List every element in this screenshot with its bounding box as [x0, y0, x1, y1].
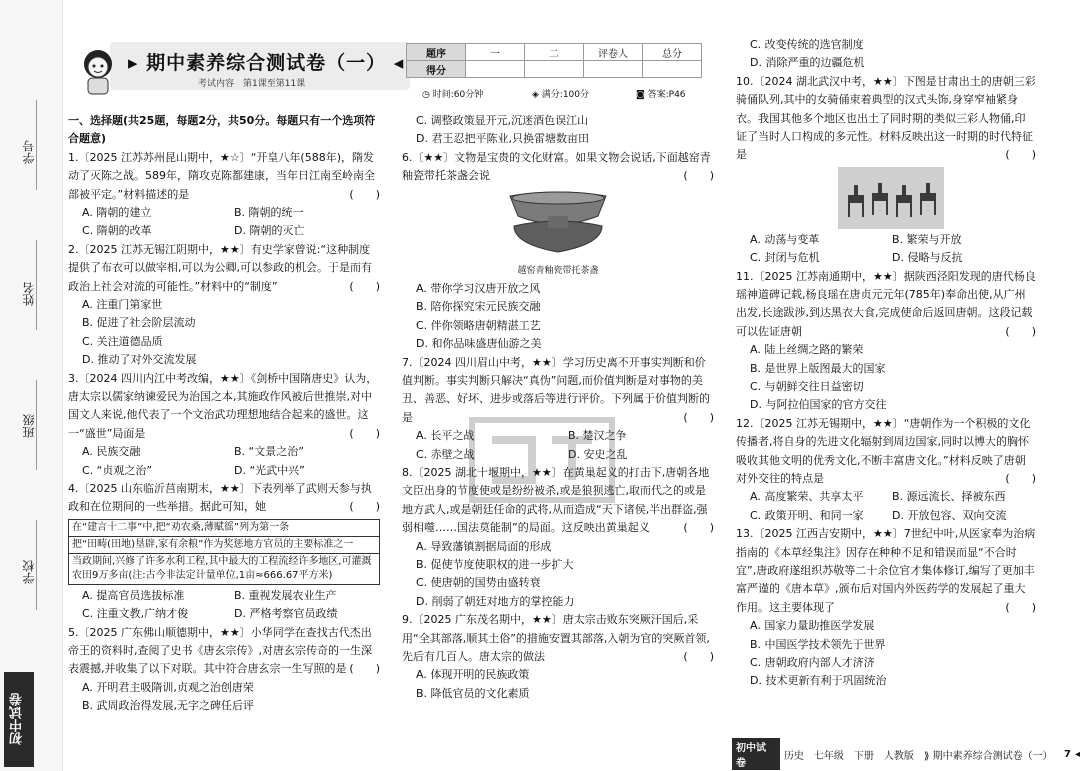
options-row — [68, 222, 380, 240]
tea-bowl-icon — [402, 186, 714, 262]
question-8: 8.〔2025 湖北十堰期中，★★〕在黄巢起义的打击下,唐朝各地文臣出身的节度使或是纷纷被杀,或是狼狈逃亡,取而代之的或是地方武人,或是朝廷任命的武将,从而造成“天下诸侯,半出群盗,强弱相噬……国法莫能制”的局面。这反映出黄巢起义 ( ) — [402, 465, 714, 535]
option-d[interactable]: D. 与阿拉伯国家的官方交往 — [750, 398, 887, 412]
page-footer — [732, 738, 1080, 770]
option-b[interactable]: B. 楚汉之争 — [568, 429, 627, 443]
footer-badge: 初中试卷 — [732, 738, 780, 770]
answer-icon: ◙ — [636, 90, 645, 100]
tea-bowl-image — [402, 186, 714, 262]
student-id-label: 学号 — [22, 140, 36, 164]
option-a[interactable]: A. 长平之战 — [416, 429, 475, 443]
option-b[interactable]: B. 是世界上版图最大的国家 — [750, 361, 886, 375]
question-10: 10.〔2024 湖北武汉中考，★★〕下图是甘肃出土的唐朝三彩骑俑队列,其中的女骑俑束着典型的汉式头饰,身穿窄袖紧身衣。我国其他多个地区也出土了同时期的类似三彩人物俑,印证了当时人口构成的多元性。材料反映出这一时期的时代特征是 ( ) — [736, 74, 1036, 162]
option-a[interactable]: A. 开明君主吸隋训,贞观之治创唐荣 — [82, 680, 254, 694]
option-c[interactable]: C. 使唐朝的国势由盛转衰 — [416, 576, 541, 590]
score-icon: ◈ — [532, 90, 539, 100]
arrow-left-icon: ◂ — [1074, 748, 1080, 760]
option-d[interactable]: D. “光武中兴” — [234, 463, 305, 477]
option-b[interactable]: B. “文景之治” — [234, 445, 304, 459]
question-12: 12.〔2025 江苏无锡期中，★★〕“唐朝作为一个积极的文化传播者,将自身的先进文化辐射到周边国家,同时以博大的胸怀吸收其他文明的优秀文化,不断丰富唐文化。”材料反映了唐朝对外交往的特点是 ( ) — [736, 416, 1036, 485]
options-row — [736, 249, 1036, 267]
option-a[interactable]: A. 带你学习汉唐开放之风 — [416, 282, 541, 295]
options-row — [68, 587, 380, 605]
option-a[interactable]: A. 高度繁荣、共享太平 — [750, 490, 864, 504]
full-score-info: ◈ 满分:100分 — [532, 90, 590, 100]
options-row — [68, 204, 380, 222]
name-label: 姓名 — [22, 282, 36, 306]
options-row — [68, 462, 380, 480]
option-b[interactable]: B. 繁荣与开放 — [892, 232, 962, 246]
exam-title: ▸ 期中素养综合测试卷（一） ◂ — [128, 52, 405, 74]
school-label: 学校 — [22, 560, 36, 584]
option-c[interactable]: C. 封闭与危机 — [750, 251, 820, 265]
score-header-cell: 总分 — [643, 44, 702, 61]
option-a[interactable]: A. 导致藩镇割据局面的形成 — [416, 539, 552, 553]
clock-icon: ◷ — [422, 90, 430, 100]
score-label-cell: 得分 — [407, 61, 466, 78]
horse-riders-icon — [736, 165, 1036, 231]
watermark-logo — [452, 415, 632, 505]
tri-color-figurines-image — [736, 165, 1036, 231]
question-6: 6.〔★★〕文物是宝贵的文化财富。如果文物会说话,下面越窑青釉瓷带托茶盏会说 ( ) — [402, 150, 714, 183]
question-7: 7.〔2024 四川眉山中考，★★〕学习历史离不开事实判断和价值判断。事实判断只解决“真伪”问题,而价值判断是对事物的美丑、善恶、好坏、进步或落后等进行评价。下列属于价值判断的是 ( ) — [402, 355, 714, 424]
question-1: 1.〔2025 江苏苏州昆山期中，★☆〕“开皇八年(588年)，隋发动了灭陈之战。589年，隋攻克陈都建康，当年日江南至岭南全部被平定。”材料描述的是 ( ) — [68, 150, 380, 201]
class-label: 班级 — [22, 414, 36, 438]
option-d[interactable]: D. 和你品味盛唐仙游之美 — [416, 337, 542, 351]
option-c[interactable]: C. 政策开明、和同一家 — [750, 508, 864, 522]
option-a[interactable]: A. 民族交融 — [82, 445, 141, 459]
question-3: 3.〔2024 四川内江中考改编，★★〕《剑桥中国隋唐史》认为，唐太宗以儒家纳谏爱民为治国之本,其施政作风被后世推崇,对中国文人来说,他代表了一个文治武功理想地结合起来的盛世。这一“盛世”局面是 ( ) — [68, 371, 380, 440]
option-a[interactable]: A. 隋朝的建立 — [82, 206, 152, 220]
option-b[interactable]: B. 降低官员的文化素质 — [416, 686, 530, 700]
time-info: ◷ 时间:60分钟 — [422, 90, 484, 100]
question-4: 4.〔2025 山东临沂莒南期末，★★〕下表列举了武则天参与执政和在位期间的一些举措。据此可知，她 ( ) — [68, 482, 380, 514]
option-c[interactable]: C. 注重文教,广纳才俊 — [82, 607, 189, 621]
options-row — [736, 488, 1036, 506]
option-c[interactable]: C. 唐朝政府内部人才济济 — [750, 656, 875, 669]
score-header-cell: 一 — [466, 44, 525, 61]
option-b[interactable]: B. 陪你探究宋元民族交融 — [416, 300, 541, 314]
option-a[interactable]: A. 陆上丝绸之路的繁荣 — [750, 343, 864, 357]
question-13: 13.〔2025 江西吉安期中，★★〕7世纪中叶,从医家奉为治病指南的《本草经集注》因存在种种不足和错误而显“不合时宜”,唐政府遂组织苏敬等二十余位官才集体修订,编写了更加丰富严谨的《唐本草》,颁布后对国内外医药学的发展起了重大作用。这主要体现了 ( ) — [736, 527, 1036, 614]
option-b[interactable]: B. 隋朝的统一 — [234, 206, 304, 220]
score-input-cell[interactable] — [525, 61, 584, 78]
question-9: 9.〔2025 广东茂名期中，★★〕唐太宗击败东突厥汗国后,采用“全其部落,顺其土俗”的措施安置其部落,入朝为官的突厥首领,先后有几百人。唐太宗的做法 ( ) — [402, 613, 714, 663]
column-right — [736, 36, 1036, 691]
option-d[interactable]: D. 削弱了朝廷对地方的掌控能力 — [416, 594, 575, 608]
score-input-cell[interactable] — [643, 61, 702, 78]
option-c[interactable]: C. 关注道德品质 — [82, 334, 163, 348]
option-a[interactable]: A. 国家力量助推医学发展 — [750, 619, 875, 633]
option-c[interactable]: C. 改变传统的选官制度 — [750, 38, 864, 51]
option-d[interactable]: D. 安史之乱 — [568, 447, 628, 461]
option-c[interactable]: C. 与朝鲜交往日益密切 — [750, 380, 864, 393]
score-header-cell: 二 — [525, 44, 584, 61]
score-header-cell: 题序 — [407, 44, 466, 61]
brand-logo: 初中试卷 — [4, 672, 34, 767]
question-5: 5.〔2025 广东佛山顺德期中，★★〕小华同学在查找古代杰出帝王的资料时,查阅了史书《唐玄宗传》,对唐玄宗传奇的一生深表震撼,并收集了以下对联。其中符合唐玄宗一生写照的是 ( ) — [68, 625, 380, 676]
option-b[interactable]: B. 源远流长、择被东西 — [892, 490, 1006, 504]
options-row — [736, 231, 1036, 249]
option-b[interactable]: B. 促使节度使职权的进一步扩大 — [416, 557, 574, 571]
question-11: 11.〔2025 江苏南通期中，★★〕据陕西泾阳发现的唐代杨良瑶神道碑记载,杨良瑶在唐贞元元年(785年)奉命出使,从广州出发,长途跋涉,到达黑衣大食,完成使命后返回唐朝。这段记载可以佐证唐朝 ( ) — [736, 269, 1036, 338]
question-2: 2.〔2025 江苏无锡江阴期中，★★〕有史学家曾说:“这种制度提供了布衣可以做宰相,可以为公卿,可以参政的机会。于是而有政治上社会对流的可能性。”材料中的“制度” ( ) — [68, 242, 380, 293]
option-c[interactable]: C. “贞观之治” — [82, 463, 153, 477]
image-caption: 越窑青釉瓷带托茶盏 — [517, 265, 599, 276]
option-a[interactable]: A. 动荡与变革 — [750, 232, 820, 246]
exam-header — [70, 40, 710, 100]
table-row: 在“建言十二事”中,把“劝农桑,薄赋徭”列为第一条 — [69, 519, 380, 536]
column-left — [68, 112, 380, 716]
score-header-cell: 评卷人 — [584, 44, 643, 61]
option-d[interactable]: D. 消除严重的边疆危机 — [750, 56, 865, 70]
option-b[interactable]: B. 促进了社会阶层流动 — [82, 316, 196, 330]
option-a[interactable]: A. 注重门第家世 — [82, 298, 163, 312]
answer-page-info: ◙ 答案:P46 — [636, 90, 686, 100]
option-c[interactable]: C. 隋朝的改革 — [82, 224, 152, 238]
score-input-cell[interactable] — [584, 61, 643, 78]
section-heading: 一、选择题(共25题，每题2分，共50分。每题只有一个选项符合题意) — [68, 114, 376, 146]
option-d[interactable]: D. 推动了对外交流发展 — [82, 353, 197, 367]
option-b[interactable]: B. 武周政治得发展,无字之碑任后评 — [82, 699, 255, 713]
option-d[interactable]: D. 严格考察官员政绩 — [234, 607, 338, 621]
score-table — [406, 43, 702, 78]
mascot-icon — [72, 44, 124, 96]
binding-sidebar — [0, 0, 63, 771]
option-c[interactable]: C. 赤壁之战 — [416, 447, 475, 461]
table-row: 当政期间,兴修了许多水利工程,其中最大的工程流经许多地区,可灌溉农田9万多亩(注:古今非法定计量单位,1亩≈666.67平方米) — [69, 553, 380, 584]
option-d[interactable]: D. 技术更新有利于巩固统治 — [750, 674, 887, 688]
table-row: 把“田畴(田地)垦辟,家有余粮”作为奖惩地方官员的主要标准之一 — [69, 536, 380, 553]
options-row — [736, 507, 1036, 525]
option-d[interactable]: D. 君王忍把平陈业,只换雷塘数亩田 — [416, 132, 589, 146]
option-c[interactable]: C. 伴你领略唐朝精湛工艺 — [416, 318, 541, 332]
policy-table — [68, 519, 380, 585]
options-row — [68, 605, 380, 623]
option-c[interactable]: C. 调整政策显开元,沉迷酒色误江山 — [416, 114, 589, 127]
option-d[interactable]: D. 开放包容、双向交流 — [892, 508, 1007, 522]
column-middle — [402, 112, 714, 703]
exam-scope: 考试内容 第1课至第11课 — [198, 79, 306, 89]
page-number: 7 — [1064, 748, 1071, 760]
options-row — [68, 443, 380, 461]
option-b[interactable]: B. 重视发展农业生产 — [234, 588, 337, 602]
option-b[interactable]: B. 中国医学技术领先于世界 — [750, 637, 886, 651]
option-a[interactable]: A. 提高官员选拔标准 — [82, 588, 185, 602]
option-d[interactable]: D. 侵略与反抗 — [892, 251, 963, 265]
score-input-cell[interactable] — [466, 61, 525, 78]
option-d[interactable]: D. 隋朝的灭亡 — [234, 224, 305, 238]
footer-text: 历史 七年级 下册 人教版 ⟫ 期中素养综合测试卷（一） — [783, 750, 1053, 762]
option-a[interactable]: A. 体现开明的民族政策 — [416, 668, 530, 682]
